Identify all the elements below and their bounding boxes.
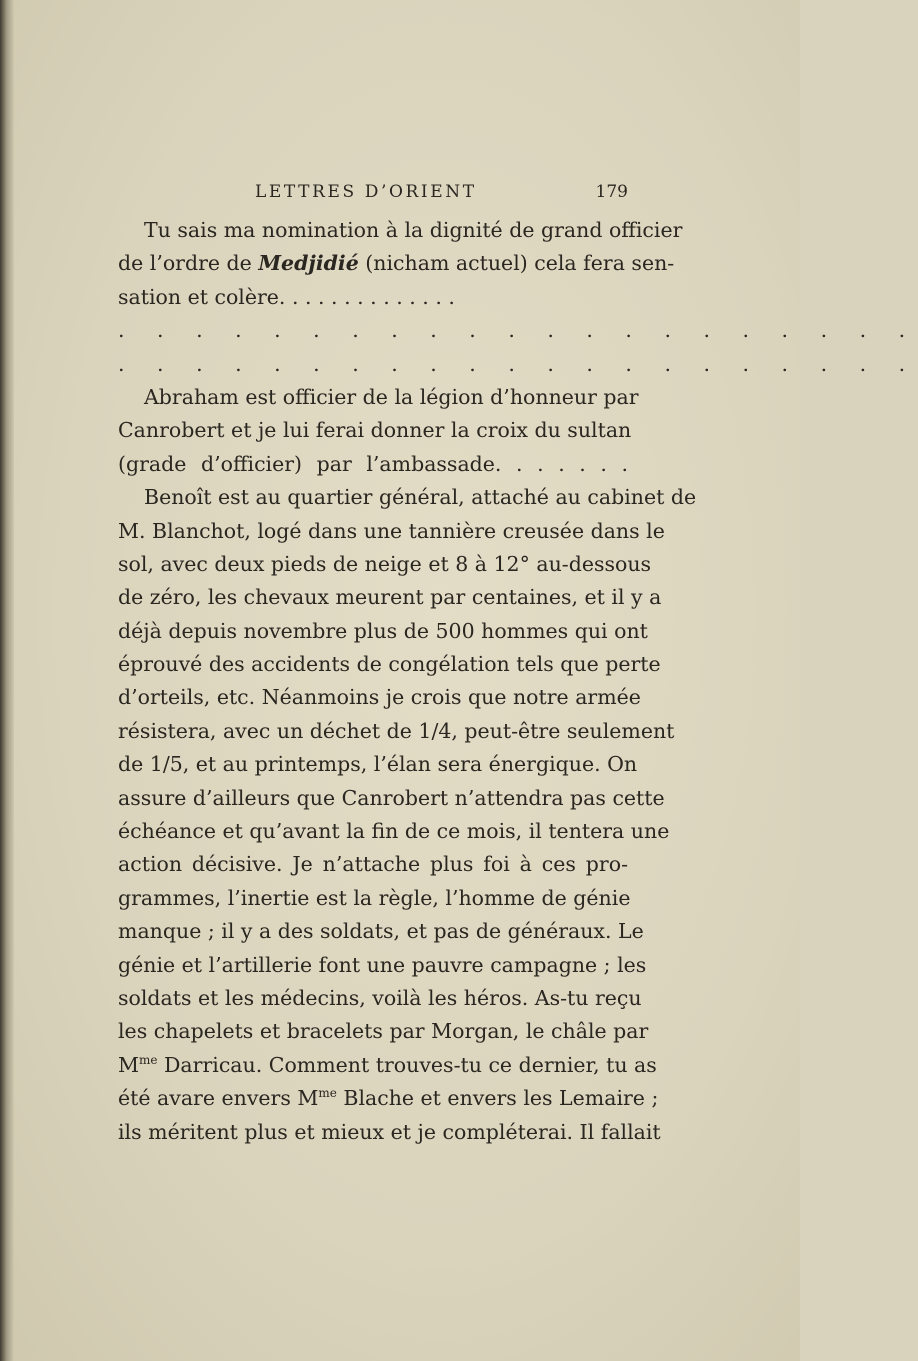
- text-line: Tu sais ma nomination à la dignité de grand officier: [144, 218, 683, 242]
- text-line: les chapelets et bracelets par Morgan, le châle par: [118, 1019, 649, 1044]
- ellipsis-line: . . . . . . . . . . . . . . . . . . . . .: [118, 351, 918, 376]
- superscript: me: [318, 1086, 337, 1101]
- running-title: LETTRES D’ORIENT: [255, 182, 477, 202]
- text-line: de l’ordre de Medjidié (nicham actuel) cela fera sen-: [118, 251, 675, 276]
- emphasized-word: Medjidié: [258, 251, 359, 276]
- text-line: échéance et qu’avant la fin de ce mois, il tentera une: [118, 819, 670, 844]
- text-line: Abraham est officier de la légion d’honneur par: [144, 384, 639, 409]
- text-line: ils méritent plus et mieux et je compléterai. Il fallait: [118, 1119, 661, 1144]
- text-line: (grade d’officier) par l’ambassade. . . . . . .: [118, 451, 628, 476]
- running-head: [118, 174, 628, 204]
- text-line: déjà depuis novembre plus de 500 hommes qui ont: [118, 618, 648, 643]
- text-line: résistera, avec un déchet de 1/4, peut-être seulement: [118, 718, 675, 743]
- text-line: action décisive. Je n’attache plus foi à ces pro-: [118, 852, 628, 877]
- text-line: soldats et les médecins, voilà les héros. As-tu reçu: [118, 985, 642, 1010]
- text-line: éprouvé des accidents de congélation tels que perte: [118, 652, 661, 677]
- text-line: $M^{me}$ Darricau. Comment trouves-tu ce dernier, tu as: [118, 1052, 657, 1077]
- text-line: d’orteils, etc. Néanmoins je crois que notre armée: [118, 685, 641, 710]
- text-line: grammes, l’inertie est la règle, l’homme de génie: [118, 885, 631, 910]
- text-line: Canrobert et je lui ferai donner la croix du sultan: [118, 418, 632, 443]
- text-line: manque ; il y a des soldats, et pas de généraux. Le: [118, 919, 644, 944]
- page-number: 179: [595, 182, 628, 202]
- binding-edge: [0, 0, 14, 1361]
- body-text: [118, 214, 918, 1149]
- text-line: Benoît est au quartier général, attaché au cabinet de: [144, 485, 697, 510]
- text-line: de zéro, les chevaux meurent par centaines, et il y a: [118, 585, 662, 610]
- text-line: M. Blanchot, logé dans une tannière creusée dans le: [118, 518, 665, 543]
- text-line: de 1/5, et au printemps, l’élan sera énergique. On: [118, 752, 638, 777]
- text-line: été avare envers $M^{me}$ Blache et envers les Lemaire ;: [118, 1086, 659, 1111]
- superscript: me: [139, 1052, 158, 1067]
- text-line: sation et colère. . . . . . . . . . . . . .: [118, 284, 455, 309]
- text-line: assure d’ailleurs que Canrobert n’attendra pas cette: [118, 785, 665, 810]
- text-line: sol, avec deux pieds de neige et 8 à 12° au-dessous: [118, 551, 652, 576]
- text-line: génie et l’artillerie font une pauvre campagne ; les: [118, 952, 647, 977]
- ellipsis-line: . . . . . . . . . . . . . . . . . . . . .: [118, 318, 918, 343]
